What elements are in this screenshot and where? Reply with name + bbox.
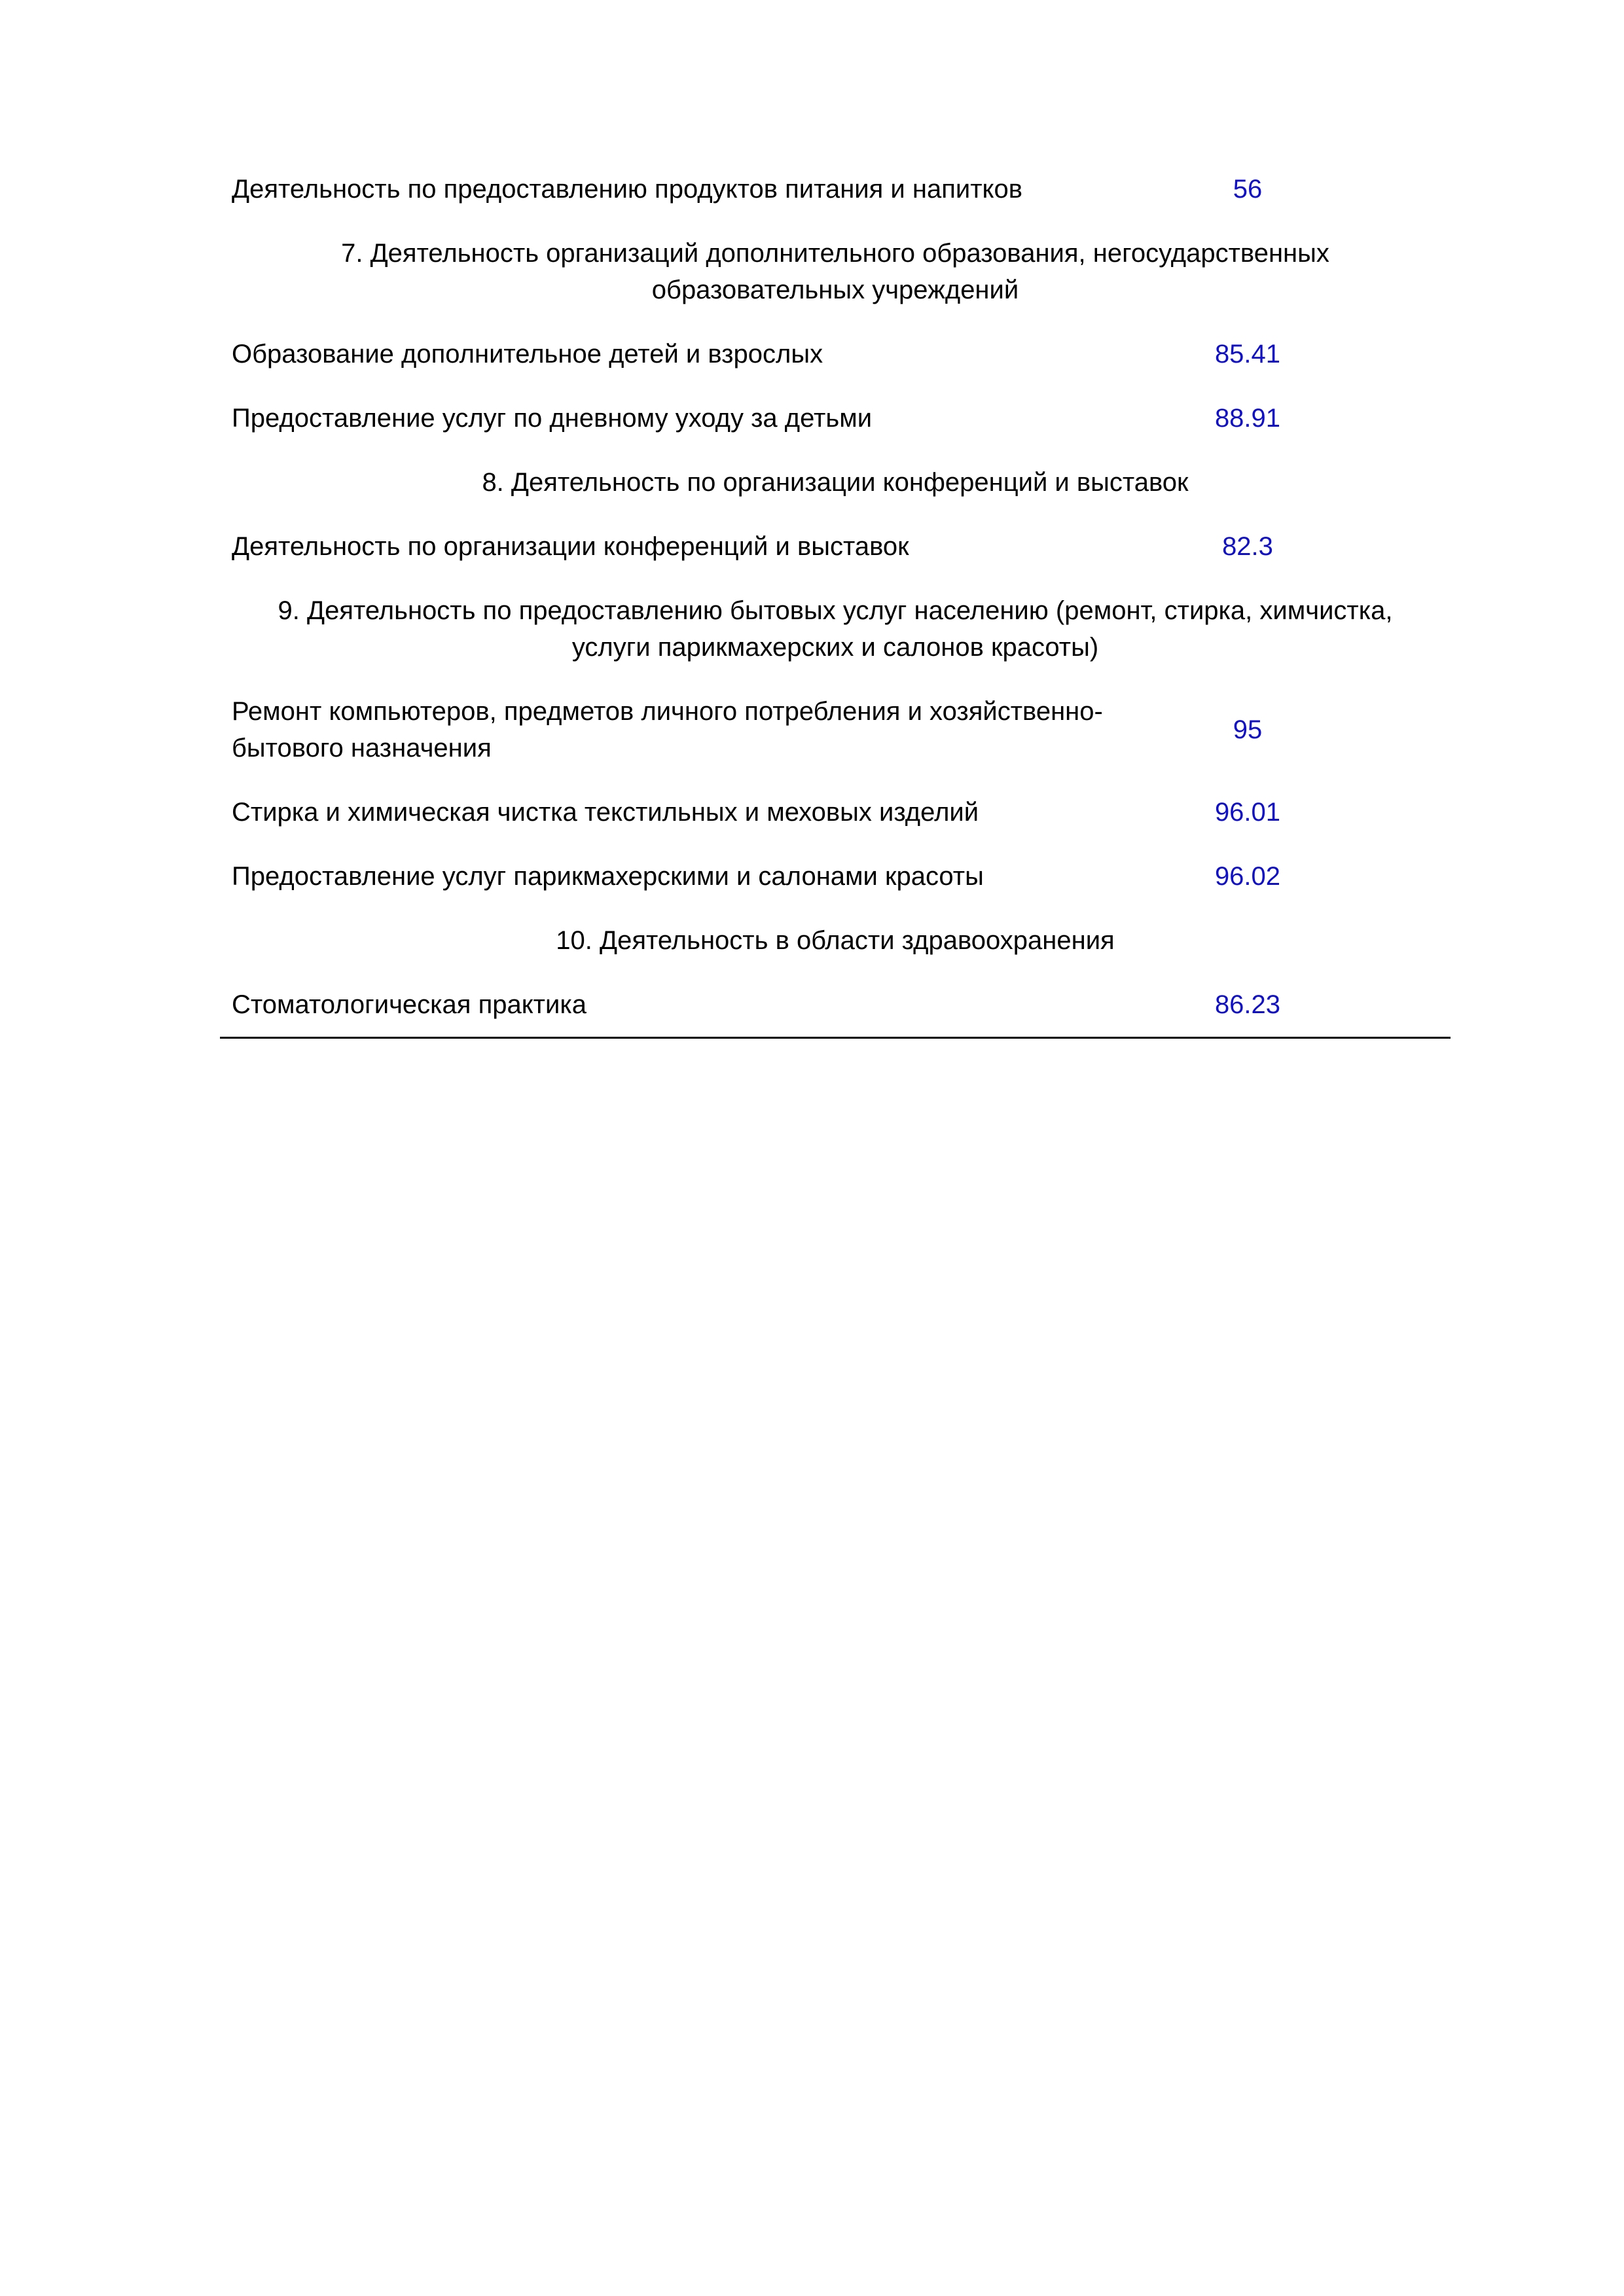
row-label: Стирка и химическая чистка текстильных и меховых изделий	[232, 798, 979, 827]
section-heading: 7. Деятельность организаций дополнительного образования, негосударственных образовательных учреждений	[341, 239, 1329, 304]
row-code: 96.01	[1214, 798, 1281, 827]
row-label: Образование дополнительное детей и взрослых	[232, 340, 823, 368]
row-code: 56	[1233, 175, 1263, 204]
table-row	[220, 386, 1451, 450]
table-row	[220, 514, 1451, 579]
row-label: Деятельность по предоставлению продуктов питания и напитков	[232, 175, 1022, 204]
table-row	[220, 679, 1451, 780]
row-code: 88.91	[1214, 404, 1281, 433]
row-code: 82.3	[1222, 532, 1273, 561]
section-heading: 9. Деятельность по предоставлению бытовых услуг населению (ремонт, стирка, химчистка, услуги парикмахерских и салонов красоты)	[278, 596, 1393, 662]
table-bottom-rule	[220, 1037, 1451, 1039]
table-row	[220, 844, 1451, 908]
row-label: Предоставление услуг по дневному уходу за детьми	[232, 404, 873, 433]
row-label: Стоматологическая практика	[232, 990, 586, 1019]
table-row	[220, 973, 1451, 1037]
table-row	[220, 780, 1451, 844]
row-label: Деятельность по организации конференций и выставок	[232, 532, 909, 561]
row-code: 96.02	[1214, 862, 1281, 891]
row-code: 86.23	[1214, 990, 1281, 1019]
row-code: 95	[1233, 715, 1263, 744]
activity-codes-table	[220, 157, 1451, 1039]
section-heading: 10. Деятельность в области здравоохранения	[556, 926, 1115, 955]
section-heading: 8. Деятельность по организации конференций и выставок	[482, 468, 1189, 497]
table-row	[220, 322, 1451, 386]
table-row	[220, 157, 1451, 221]
row-label: Ремонт компьютеров, предметов личного потребления и хозяйственно-бытового назначения	[232, 697, 1103, 762]
row-code: 85.41	[1214, 340, 1281, 368]
row-label: Предоставление услуг парикмахерскими и салонами красоты	[232, 862, 984, 891]
